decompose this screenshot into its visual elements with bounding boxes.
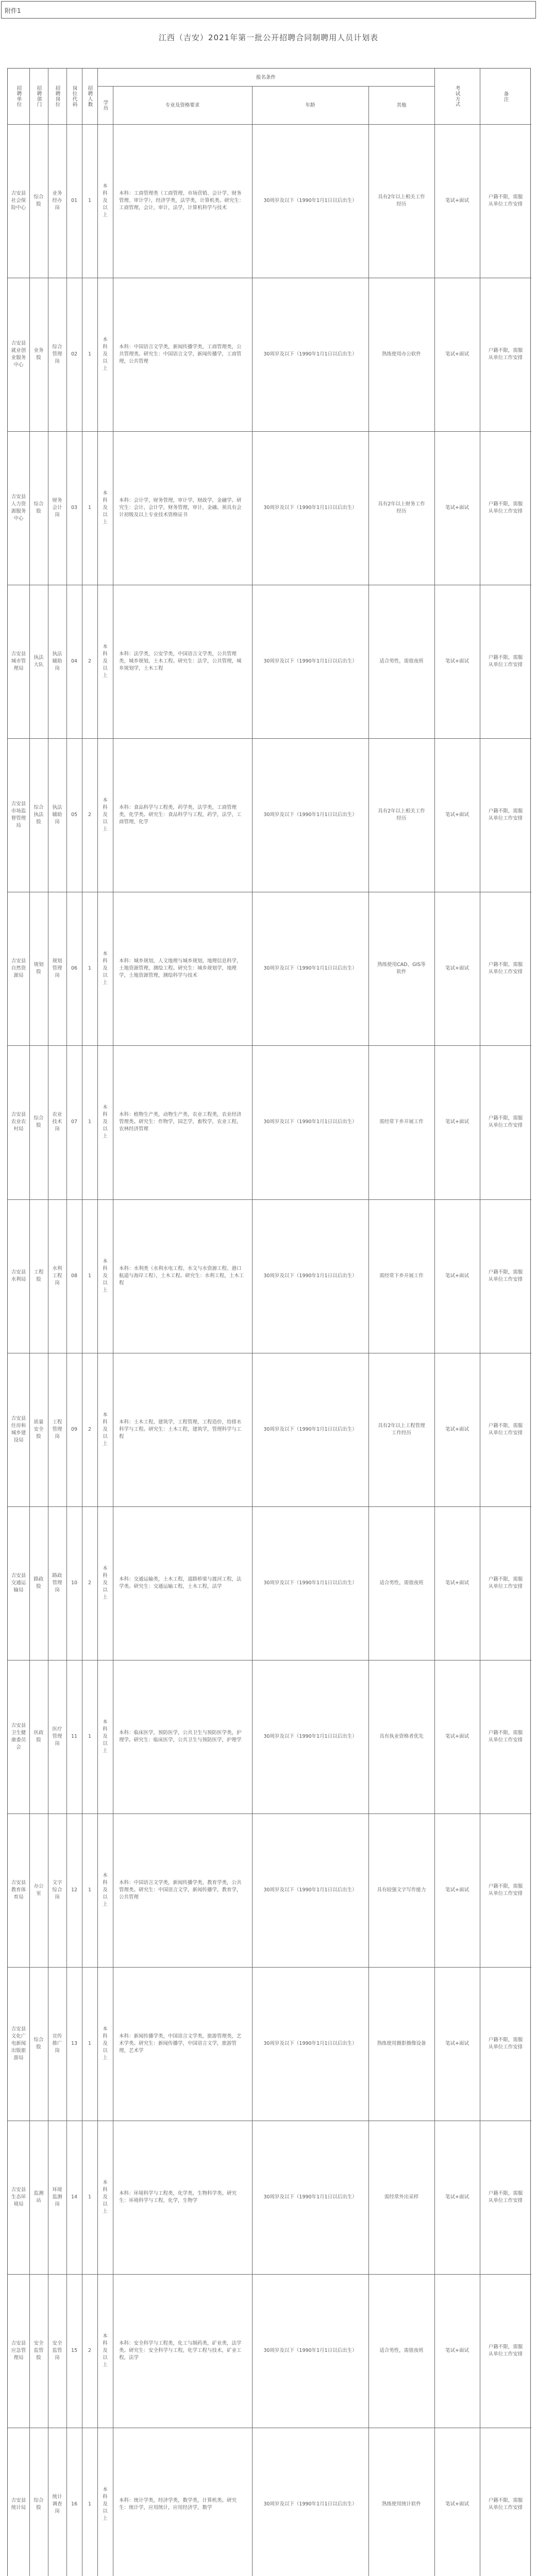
table-row: [8, 278, 531, 431]
cell-dept: 综合股: [33, 1115, 44, 1129]
cell-remark: 户籍不限，需服从单位工作安排: [488, 2344, 523, 2358]
cell-major: 本科：土木工程，建筑学，工程管理，工程造价，给排水科学与工程。研究生：土木工程，建筑学，管理科学与工程: [119, 1419, 242, 1439]
cell-other: 熟练使用办公软件: [381, 351, 421, 358]
cell-age: 30周岁及以下（1990年1月1日以后出生）: [263, 1733, 357, 1739]
cell-other: 具有较强文字写作能力: [377, 1887, 426, 1893]
cell-other: 具有2年以上相关工作经历: [378, 808, 425, 822]
cell-remark: 户籍不限，需服从单位工作安排: [488, 1269, 523, 1282]
table-row: [8, 1045, 531, 1199]
cell-position: 宣传推广岗: [52, 2033, 62, 2054]
header-major: 专业及资格要求: [165, 102, 200, 108]
header-other: 其他: [396, 102, 407, 108]
table-row: [8, 431, 531, 585]
cell-age: 30周岁及以下（1990年1月1日以后出生）: [263, 658, 357, 665]
cell-count: 1: [88, 1273, 92, 1279]
cell-unit: 吉安县城市管理局: [11, 651, 26, 672]
cell-age: 30周岁及以下（1990年1月1日以后出生）: [263, 2040, 357, 2046]
cell-count: 1: [88, 965, 92, 972]
cell-exam: 笔试+面试: [445, 2040, 469, 2046]
cell-code: 12: [71, 1887, 78, 1893]
cell-code: 15: [71, 2348, 78, 2354]
cell-unit: 吉安县交通运输局: [11, 1572, 26, 1593]
cell-dept: 综合执法股: [33, 805, 44, 825]
cell-education: 本科及以上: [103, 183, 108, 218]
cell-position: 农业技术岗: [52, 1112, 62, 1132]
cell-other: 熟练使用摄影摄像设备: [377, 2040, 426, 2046]
cell-code: 04: [71, 658, 78, 665]
cell-count: 1: [88, 1119, 92, 1125]
cell-remark: 户籍不限，需服从单位工作安排: [488, 194, 523, 208]
header-unit: 招聘单位: [15, 86, 22, 107]
cell-unit: 吉安县社会保险中心: [11, 191, 26, 211]
cell-code: 08: [71, 1273, 78, 1279]
cell-dept: 综合股: [33, 2498, 44, 2511]
cell-code: 10: [71, 1580, 78, 1586]
cell-dept: 安全监管股: [33, 2341, 44, 2361]
cell-position: 环境监测岗: [52, 2187, 62, 2208]
cell-education: 本科及以上: [103, 2487, 108, 2522]
cell-count: 1: [88, 351, 92, 358]
cell-major: 本科：城乡规划，人文地理与城乡规划，地理信息科学，土地资源管理，测绘工程。研究生：城乡规划学，地理学，土地资源管理，测绘科学与技术: [119, 958, 242, 979]
cell-age: 30周岁及以下（1990年1月1日以后出生）: [263, 2194, 357, 2200]
cell-unit: 吉安县水利局: [11, 1269, 26, 1282]
header-requirements: 报名条件: [256, 74, 276, 80]
cell-education: 本科及以上: [103, 798, 108, 833]
cell-exam: 笔试+面试: [445, 2194, 469, 2200]
table-row: [8, 1199, 531, 1353]
cell-count: 1: [88, 2194, 92, 2200]
header-exam: 考试方式: [454, 86, 460, 107]
cell-remark: 户籍不限，需服从单位工作安排: [488, 1883, 523, 1896]
cell-remark: 户籍不限，需服从单位工作安排: [488, 1422, 523, 1436]
cell-age: 30周岁及以下（1990年1月1日以后出生）: [263, 505, 357, 511]
cell-code: 01: [71, 198, 78, 204]
cell-education: 本科及以上: [103, 1105, 108, 1140]
cell-major: 本科：植物生产类，动物生产类，农业工程类，农业经济管理类。研究生：作物学，园艺学，畜牧学，农业工程，农林经济管理: [119, 1112, 242, 1132]
cell-count: 1: [88, 1887, 92, 1893]
cell-position: 执法辅助岗: [52, 651, 62, 672]
cell-position: 财务会计岗: [52, 498, 62, 518]
table-row: [8, 1967, 531, 2121]
cell-education: 本科及以上: [103, 1872, 108, 1907]
header-position: 招聘岗位: [54, 86, 60, 107]
cell-position: 文字综合岗: [52, 1879, 62, 1900]
cell-age: 30周岁及以下（1990年1月1日以后出生）: [263, 965, 357, 972]
cell-count: 2: [88, 1426, 92, 1432]
cell-major: 本科：环境科学与工程类，化学类，生物科学类。研究生：环境科学与工程，化学，生物学: [119, 2191, 237, 2204]
cell-remark: 户籍不限，需服从单位工作安排: [488, 655, 523, 668]
cell-position: 统计调查岗: [52, 2494, 62, 2515]
cell-count: 1: [88, 1733, 92, 1739]
attachment-label: 附件1: [5, 7, 21, 14]
cell-major: 本科：工商管理类（工商管理、市场营销、会计学、财务管理、审计学），经济学类，法学类，计算机类。研究生：工商管理，会计，审计，法学，计算机科学与技术: [119, 191, 244, 211]
cell-exam: 笔试+面试: [445, 812, 469, 818]
cell-remark: 户籍不限，需服从单位工作安排: [488, 501, 523, 515]
cell-position: 规划管理岗: [52, 958, 62, 979]
cell-position: 医疗管理岗: [52, 1726, 62, 1747]
cell-dept: 路政股: [33, 1576, 44, 1589]
cell-remark: 户籍不限，需服从单位工作安排: [488, 2191, 523, 2204]
table-row: [8, 1660, 531, 1814]
cell-education: 本科及以上: [103, 490, 108, 526]
cell-remark: 户籍不限，需服从单位工作安排: [488, 962, 523, 975]
cell-remark: 户籍不限，需服从单位工作安排: [488, 1730, 523, 1743]
cell-code: 07: [71, 1119, 78, 1125]
table-row: [8, 2274, 531, 2428]
cell-major: 本科：中国语言文学类，新闻传播学类，工商管理类，公共管理类。研究生：中国语言文学，新闻传播学，工商管理，公共管理: [119, 344, 242, 365]
cell-other: 适合男性，需值夜班: [379, 658, 424, 665]
cell-education: 本科及以上: [103, 951, 108, 986]
cell-exam: 笔试+面试: [445, 965, 469, 972]
cell-unit: 吉安县文化广电新闻出版旅游局: [11, 2026, 26, 2061]
cell-other: 具有2年以上相关工作经历: [378, 194, 425, 208]
cell-code: 02: [71, 351, 78, 358]
cell-age: 30周岁及以下（1990年1月1日以后出生）: [263, 812, 357, 818]
cell-major: 本科：统计学类，经济学类，数学类，计算机类。研究生：统计学，应用统计，应用经济学，数学: [119, 2498, 237, 2511]
cell-remark: 户籍不限，需服从单位工作安排: [488, 2498, 523, 2511]
cell-other: 需经常外出采样: [384, 2194, 419, 2200]
table-row: [8, 2121, 531, 2274]
cell-count: 1: [88, 2501, 92, 2507]
cell-code: 16: [71, 2501, 78, 2507]
cell-dept: 综合股: [33, 501, 44, 515]
cell-count: 1: [88, 198, 92, 204]
cell-education: 本科及以上: [103, 644, 108, 679]
cell-other: 熟练使用统计软件: [381, 2501, 421, 2507]
cell-unit: 吉安县人力资源服务中心: [11, 494, 26, 522]
cell-other: 适合男性，需值夜班: [379, 1580, 424, 1586]
cell-education: 本科及以上: [103, 337, 108, 372]
cell-position: 执法辅助岗: [52, 805, 62, 825]
cell-unit: 吉安县应急管理局: [11, 2341, 26, 2361]
cell-remark: 户籍不限，需服从单位工作安排: [488, 348, 523, 361]
cell-age: 30周岁及以下（1990年1月1日以后出生）: [263, 1273, 357, 1279]
cell-code: 14: [71, 2194, 78, 2200]
cell-education: 本科及以上: [103, 2180, 108, 2215]
cell-exam: 笔试+面试: [445, 198, 469, 204]
recruitment-table: [7, 68, 531, 2576]
header-dept: 招聘部门: [36, 86, 42, 107]
cell-count: 2: [88, 2348, 92, 2354]
cell-other: 具有执业资格者优先: [379, 1733, 424, 1739]
cell-remark: 户籍不限，需服从单位工作安排: [488, 1115, 523, 1129]
cell-other: 需经常下乡开展工作: [379, 1273, 424, 1279]
header-count: 招聘人数: [87, 86, 93, 107]
cell-position: 路政管理岗: [52, 1572, 62, 1593]
cell-unit: 吉安县教育体育局: [11, 1879, 26, 1900]
cell-exam: 笔试+面试: [445, 351, 469, 358]
cell-age: 30周岁及以下（1990年1月1日以后出生）: [263, 1119, 357, 1125]
cell-position: 水利工程岗: [52, 1265, 62, 1286]
header-age: 年龄: [305, 102, 315, 108]
cell-age: 30周岁及以下（1990年1月1日以后出生）: [263, 1426, 357, 1432]
cell-unit: 吉安县统计局: [11, 2498, 26, 2511]
cell-exam: 笔试+面试: [445, 1887, 469, 1893]
attachment-bar: [1, 1, 536, 19]
cell-other: 适合男性，需值夜班: [379, 2348, 424, 2354]
cell-age: 30周岁及以下（1990年1月1日以后出生）: [263, 198, 357, 204]
cell-dept: 规划股: [33, 962, 44, 975]
cell-exam: 笔试+面试: [445, 2348, 469, 2354]
cell-major: 本科：水利类（水利水电工程、水文与水资源工程、港口航道与海岸工程），土木工程。研究生：水利工程，土木工程: [119, 1265, 244, 1286]
page-title: 江西（吉安）2021年第一批公开招聘合同制聘用人员计划表: [158, 33, 379, 42]
table-row: [8, 738, 531, 892]
table-row: [8, 892, 531, 1045]
cell-position: 安全监管岗: [52, 2341, 62, 2361]
table-row: [8, 1814, 531, 1967]
cell-dept: 综合股: [33, 194, 44, 208]
cell-count: 1: [88, 2040, 92, 2046]
cell-dept: 综合股: [33, 2037, 44, 2050]
cell-education: 本科及以上: [103, 2026, 108, 2061]
cell-remark: 户籍不限，需服从单位工作安排: [488, 808, 523, 822]
cell-major: 本科：中国语言文学类，新闻传播学类，教育学类，公共管理类。研究生：中国语言文学，新闻传播学，教育学，公共管理: [119, 1879, 242, 1900]
header-education: 学历: [102, 99, 108, 111]
cell-other: 具有2年以上工程管理工作经历: [378, 1422, 425, 1436]
cell-exam: 笔试+面试: [445, 658, 469, 665]
table-row: [8, 1353, 531, 1506]
cell-code: 05: [71, 812, 78, 818]
cell-education: 本科及以上: [103, 2333, 108, 2368]
cell-unit: 吉安县生态环境局: [11, 2187, 26, 2208]
cell-dept: 医政股: [33, 1730, 44, 1743]
cell-other: 具有2年以上财务工作经历: [378, 501, 425, 515]
cell-exam: 笔试+面试: [445, 505, 469, 511]
cell-code: 06: [71, 965, 78, 972]
header-remark: 备注: [502, 91, 509, 102]
cell-count: 2: [88, 1580, 92, 1586]
cell-major: 本科：食品科学与工程类，药学类，法学类，工商管理类，化学类。研究生：食品科学与工程，药学，法学，工商管理，化学: [119, 805, 242, 825]
cell-code: 09: [71, 1426, 78, 1432]
cell-position: 工程管理岗: [52, 1419, 62, 1439]
cell-count: 1: [88, 505, 92, 511]
cell-age: 30周岁及以下（1990年1月1日以后出生）: [263, 2348, 357, 2354]
cell-position: 综合管理岗: [52, 344, 62, 365]
table-row: [8, 124, 531, 278]
cell-exam: 笔试+面试: [445, 1580, 469, 1586]
cell-exam: 笔试+面试: [445, 1426, 469, 1432]
cell-education: 本科及以上: [103, 1258, 108, 1293]
cell-remark: 户籍不限，需服从单位工作安排: [488, 2037, 523, 2050]
cell-age: 30周岁及以下（1990年1月1日以后出生）: [263, 1580, 357, 1586]
cell-unit: 吉安县住房和城乡建设局: [11, 1415, 26, 1443]
cell-age: 30周岁及以下（1990年1月1日以后出生）: [263, 1887, 357, 1893]
cell-major: 本科：临床医学，预防医学，公共卫生与预防医学类，护理学。研究生：临床医学，公共卫生与预防医学，护理学: [119, 1730, 242, 1743]
cell-unit: 吉安县农业农村局: [11, 1112, 26, 1132]
cell-major: 本科：法学类，公安学类，中国语言文学类，公共管理类，城乡规划，土木工程。研究生：法学，公共管理，城乡规划学，土木工程: [119, 651, 242, 672]
cell-unit: 吉安县市场监督管理局: [11, 801, 26, 829]
table-row: [8, 585, 531, 738]
cell-age: 30周岁及以下（1990年1月1日以后出生）: [263, 351, 357, 358]
header-code: 岗位代码: [71, 86, 77, 107]
cell-exam: 笔试+面试: [445, 1119, 469, 1125]
cell-code: 13: [71, 2040, 78, 2046]
cell-exam: 笔试+面试: [445, 1733, 469, 1739]
cell-major: 本科：新闻传播学类，中国语言文学类，旅游管理类，艺术学类。研究生：新闻传播学，中国语言文学，旅游管理，艺术学: [119, 2033, 242, 2054]
cell-code: 03: [71, 505, 78, 511]
cell-remark: 户籍不限，需服从单位工作安排: [488, 1576, 523, 1589]
cell-dept: 质量安全股: [33, 1419, 44, 1439]
cell-code: 11: [71, 1733, 78, 1739]
cell-unit: 吉安县就业创业服务中心: [11, 341, 26, 368]
table-row: [8, 2428, 531, 2576]
cell-other: 需经常下乡开展工作: [379, 1119, 424, 1125]
cell-dept: 业务股: [33, 348, 44, 361]
cell-education: 本科及以上: [103, 1565, 108, 1600]
cell-dept: 工程股: [33, 1269, 44, 1282]
cell-dept: 监测站: [33, 2191, 44, 2204]
cell-exam: 笔试+面试: [445, 2501, 469, 2507]
cell-dept: 办公室: [33, 1883, 44, 1896]
cell-other: 熟练使用CAD、GIS等软件: [377, 962, 426, 975]
table-row: [8, 1506, 531, 1660]
cell-count: 2: [88, 812, 92, 818]
cell-education: 本科及以上: [103, 1412, 108, 1447]
cell-major: 本科：安全科学与工程类，化工与制药类，矿业类，法学类。研究生：安全科学与工程，化学工程与技术，矿业工程，法学: [119, 2341, 242, 2361]
cell-age: 30周岁及以下（1990年1月1日以后出生）: [263, 2501, 357, 2507]
cell-unit: 吉安县自然资源局: [11, 958, 26, 979]
cell-exam: 笔试+面试: [445, 1273, 469, 1279]
cell-dept: 执法大队: [33, 655, 44, 668]
cell-major: 本科：交通运输类，土木工程，道路桥梁与渡河工程，法学类。研究生：交通运输工程，土木工程，法学: [119, 1576, 242, 1589]
cell-position: 业务经办岗: [52, 191, 62, 211]
cell-education: 本科及以上: [103, 1719, 108, 1754]
cell-unit: 吉安县卫生健康委员会: [11, 1722, 26, 1750]
cell-count: 2: [88, 658, 92, 665]
cell-major: 本科：会计学，财务管理，审计学，财政学，金融学。研究生：会计，会计学，财务管理，审计，金融。须具有会计初级及以上专业技术资格证书: [119, 498, 242, 518]
